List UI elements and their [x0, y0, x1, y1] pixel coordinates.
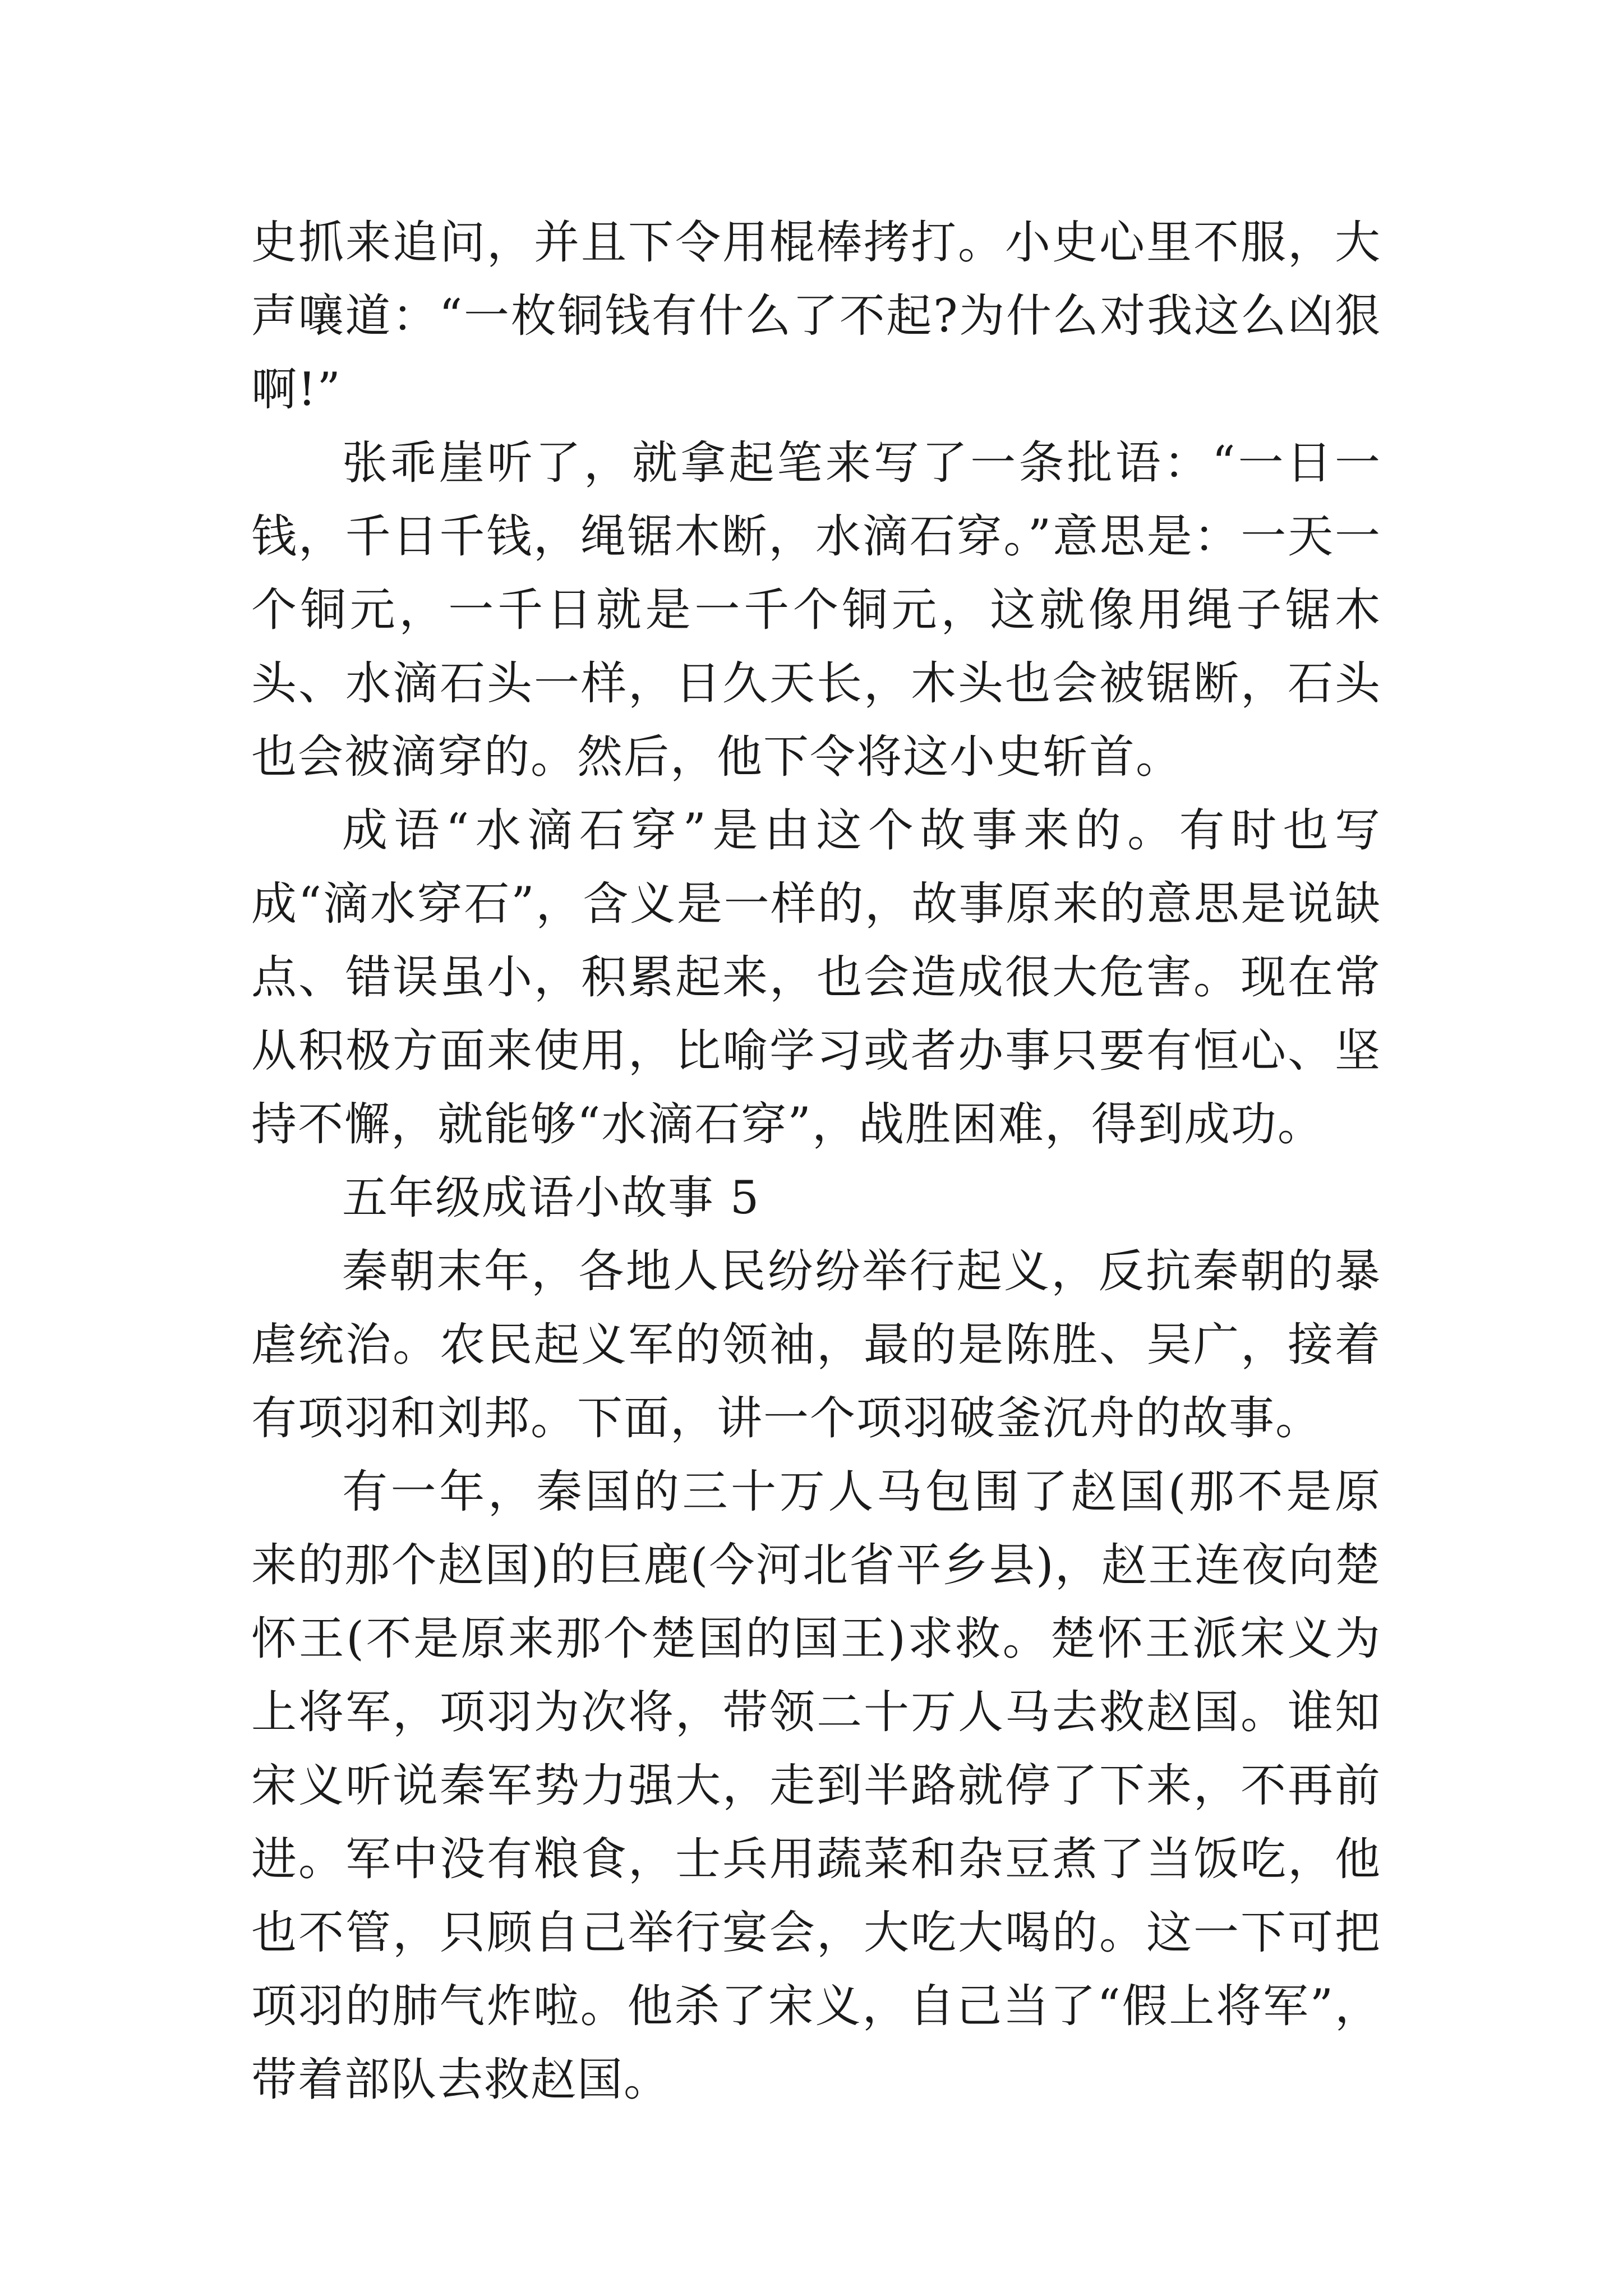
section-heading: 五年级成语小故事 5	[342, 1172, 760, 1225]
paragraph-4: 秦朝末年，各地人民纷纷举行起义，反抗秦朝的暴虐统治。农民起义军的领袖，最的是陈胜、吴广，接着有项羽和刘邦。下面，讲一个项羽破釜沉舟的故事。	[251, 1245, 1381, 1445]
paragraph-5: 有一年，秦国的三十万人马包围了赵国(那不是原来的那个赵国)的巨鹿(今河北省平乡县)，赵王连夜向楚怀王(不是原来那个楚国的国王)求救。楚怀王派宋义为上将军，项羽为次将，带领二十万人马去救赵国。谁知宋义听说秦军势力强大，走到半路就停了下来，不再前进。军中没有粮食，士兵用蔬菜和杂豆煮了当饭吃，他也不管，只顾自己举行宴会，大吃大喝的。这一下可把项羽的肺气炸啦。他杀了宋义，自己当了“假上将军”，带着部队去救赵国。	[251, 1466, 1381, 2106]
document-body	[251, 206, 1381, 2117]
paragraph-2: 张乖崖听了，就拿起笔来写了一条批语：“一日一钱，千日千钱，绳锯木断，水滴石穿。”意思是：一天一个铜元，一千日就是一千个铜元，这就像用绳子锯木头、水滴石头一样，日久天长，木头也会被锯断，石头也会被滴穿的。然后，他下令将这小史斩首。	[251, 437, 1381, 784]
paragraph-3: 成语“水滴石穿”是由这个故事来的。有时也写成“滴水穿石”，含义是一样的，故事原来的意思是说缺点、错误虽小，积累起来，也会造成很大危害。现在常从积极方面来使用，比喻学习或者办事只要有恒心、坚持不懈，就能够“水滴石穿”，战胜困难，得到成功。	[251, 804, 1381, 1151]
paragraph-1: 史抓来追问，并且下令用棍棒拷打。小史心里不服，大声嚷道：“一枚铜钱有什么了不起?为什么对我这么凶狠啊!”	[251, 217, 1381, 416]
